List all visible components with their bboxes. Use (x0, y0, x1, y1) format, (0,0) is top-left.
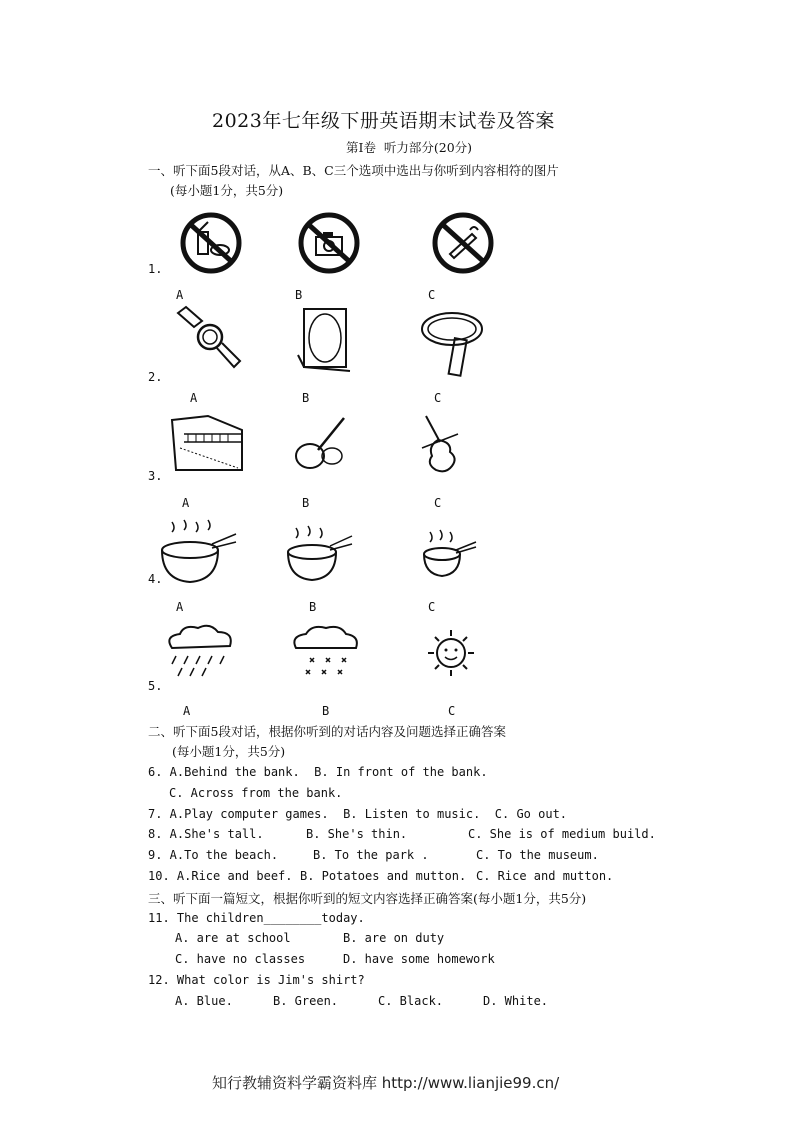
large-noodle-bowl-icon (158, 516, 238, 588)
question-12-option-d: D. White. (483, 994, 549, 1008)
option-label: A (183, 704, 191, 718)
section-header: 第Ⅰ卷 听力部分(20分) (346, 140, 473, 155)
question-7: 7. A.Play computer games. B. Listen to music. C. Go out. (148, 807, 568, 821)
option-label: C (448, 704, 456, 718)
question-9-option-a: 9. A.To the beach. (148, 848, 279, 862)
question-12-option-a: A. Blue. (175, 994, 233, 1008)
option-label: B (302, 496, 310, 510)
footer-link[interactable]: 知行教辅资料学霸资料库 http://www.lianjie99.cn/ (212, 1074, 560, 1092)
question-10-option-c: C. Rice and mutton. (476, 869, 614, 883)
medium-noodle-bowl-icon (284, 522, 354, 584)
option-label: B (322, 704, 330, 718)
part2-instruction: 二、听下面5段对话，根据你听到的对话内容及问题选择正确答案 (148, 724, 506, 739)
belt-icon (418, 305, 488, 381)
option-label: C (434, 391, 442, 405)
question-10-option-a: 10. A.Rice and beef. (148, 869, 293, 883)
rain-icon (162, 624, 240, 680)
option-label: A (176, 288, 184, 302)
question-11-option-d: D. have some homework (343, 952, 495, 966)
violin-icon (418, 412, 466, 476)
option-label: A (190, 391, 198, 405)
snow-icon (288, 624, 364, 680)
question-number: 1. (148, 262, 163, 276)
question-number: 3. (148, 469, 163, 483)
option-label: B (302, 391, 310, 405)
question-12: 12. What color is Jim's shirt? (148, 973, 365, 987)
question-8-option-c: C. She is of medium build. (468, 827, 656, 841)
question-8-option-a: 8. A.She's tall. (148, 827, 264, 841)
question-11-option-c: C. have no classes (175, 952, 306, 966)
part1-instruction: 一、听下面5段对话，从A、B、C三个选项中选出与你听到内容相符的图片 (148, 163, 559, 178)
question-8-option-b: B. She's thin. (306, 827, 408, 841)
no-smoking-icon (430, 212, 496, 274)
piano-icon (168, 412, 246, 474)
question-10-option-b: B. Potatoes and mutton. (300, 869, 467, 883)
question-12-option-b: B. Green. (273, 994, 339, 1008)
option-label: A (182, 496, 190, 510)
question-9-option-b: B. To the park . (313, 848, 429, 862)
question-11: 11. The children________today. (148, 911, 365, 925)
question-6: 6. A.Behind the bank. B. In front of the bank. (148, 765, 488, 779)
option-label: B (295, 288, 303, 302)
no-food-drink-icon (178, 212, 244, 274)
watch-icon (172, 305, 244, 375)
part2-points: (每小题1分，共5分) (172, 744, 286, 759)
question-6-option-c: C. Across from the bank. (169, 786, 343, 800)
question-12-option-c: C. Black. (378, 994, 444, 1008)
part3-instruction: 三、听下面一篇短文，根据你听到的短文内容选择正确答案(每小题1分，共5分) (148, 891, 587, 906)
question-number: 4. (148, 572, 163, 586)
sun-icon (422, 626, 480, 680)
mirror-icon (294, 305, 356, 375)
option-label: B (309, 600, 317, 614)
question-11-option-b: B. are on duty (343, 931, 445, 945)
question-number: 5. (148, 679, 163, 693)
no-camera-icon (296, 212, 362, 274)
page-title: 2023年七年级下册英语期末试卷及答案 (212, 110, 555, 132)
question-11-option-a: A. are at school (175, 931, 291, 945)
option-label: A (176, 600, 184, 614)
option-label: C (434, 496, 442, 510)
option-label: C (428, 600, 436, 614)
part1-points: (每小题1分，共5分) (170, 183, 284, 198)
question-9-option-c: C. To the museum. (476, 848, 599, 862)
small-noodle-bowl-icon (420, 526, 480, 582)
guitar-drum-icon (290, 412, 354, 474)
question-number: 2. (148, 370, 163, 384)
option-label: C (428, 288, 436, 302)
